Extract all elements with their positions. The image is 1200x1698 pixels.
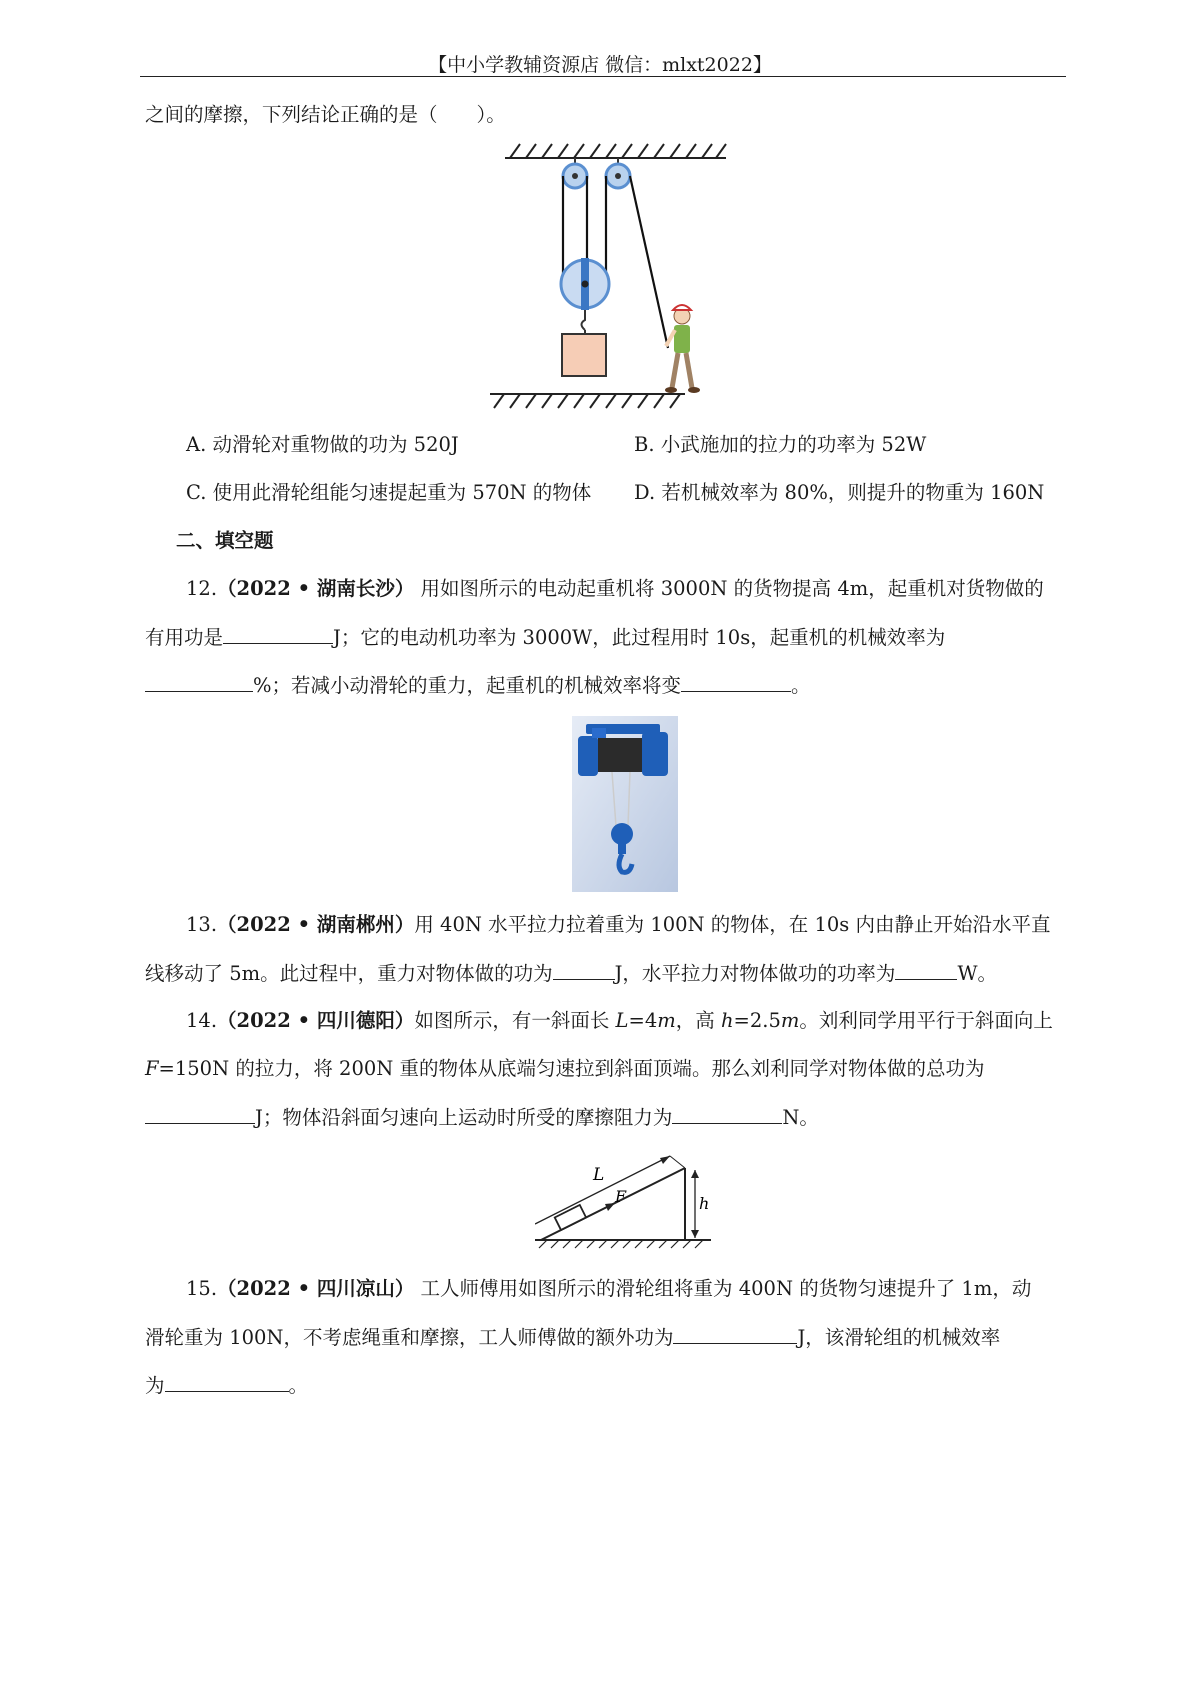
q14-unit-m1: m: [657, 1009, 676, 1032]
q12-number: 12.: [186, 577, 218, 600]
q15-line-1: [186, 1275, 1031, 1303]
q12-blank-3[interactable]: [681, 671, 791, 692]
q15-text-3a: 为: [145, 1374, 165, 1397]
crane-figure: [572, 716, 678, 892]
q12-text-3b: 。: [791, 674, 811, 697]
q14-text-1e: 。刘利同学用平行于斜面向上: [799, 1009, 1053, 1032]
q13-text-2b: J，水平拉力对物体做功的功率为: [614, 962, 896, 985]
incline-label-l: L: [593, 1165, 605, 1185]
q14-text-1c: ，高: [675, 1009, 721, 1032]
q14-text-2: =150N 的拉力，将 200N 重的物体从底端匀速拉到斜面顶端。那么刘利同学对物体做的总功为: [158, 1057, 985, 1080]
q14-source: （2022 • 四川德阳）: [217, 1009, 415, 1032]
q14-number: 14.: [186, 1009, 218, 1032]
weight-box: [562, 334, 606, 376]
q12-line-1: [186, 575, 1044, 603]
q15-blank-1[interactable]: [673, 1323, 797, 1344]
ground-hatch: [490, 394, 685, 408]
q13-text-2c: W。: [957, 962, 997, 985]
q13-source: （2022 • 湖南郴州）: [217, 913, 415, 936]
q12-blank-1[interactable]: [223, 623, 333, 644]
q13-text-1: 用 40N 水平拉力拉着重为 100N 的物体，在 10s 内由静止开始沿水平直: [414, 913, 1051, 936]
q14-var-h: h: [720, 1009, 734, 1032]
q15-text-3b: 。: [288, 1374, 309, 1397]
page-header: 【中小学教辅资源店 微信：mlxt2022】: [428, 54, 772, 76]
pulley-system-figure: [490, 138, 730, 418]
q14-text-1d: =2.5: [733, 1009, 781, 1032]
incline-figure: [535, 1140, 715, 1252]
q14-var-f: F: [145, 1057, 159, 1080]
q12-text-2a: 有用功是: [145, 626, 224, 649]
ceiling-hatch: [505, 144, 726, 158]
q12-line-3: [145, 671, 811, 700]
worker-figure: [665, 305, 700, 393]
q13-blank-2[interactable]: [895, 959, 957, 980]
q11-stem-tail: 之间的摩擦，下列结论正确的是（ ）。: [145, 103, 506, 126]
q13-line-1: [186, 911, 1051, 939]
q15-text-2b: J，该滑轮组的机械效率: [797, 1326, 1001, 1349]
q14-blank-2[interactable]: [672, 1103, 782, 1124]
q13-blank-1[interactable]: [553, 959, 615, 980]
q12-source: （2022 • 湖南长沙）: [217, 577, 415, 600]
q14-line-1: [186, 1007, 1053, 1035]
section-title: 二、填空题: [176, 529, 274, 552]
q14-text-3a: J；物体沿斜面匀速向上运动时所受的摩擦阻力为: [255, 1106, 673, 1129]
q14-text-1a: 如图所示，有一斜面长: [414, 1009, 616, 1032]
header-rule: [140, 76, 1066, 77]
q12-text-3a: %；若减小动滑轮的重力，起重机的机械效率将变: [253, 674, 682, 697]
q15-line-3: [145, 1371, 308, 1400]
q12-blank-2[interactable]: [145, 671, 253, 692]
q13-number: 13.: [186, 913, 218, 936]
q12-line-2: [145, 623, 945, 652]
q11-option-a: A. 动滑轮对重物做的功为 520J: [186, 433, 459, 456]
q14-unit-m2: m: [780, 1009, 800, 1032]
q15-text-2a: 滑轮重为 100N，不考虑绳重和摩擦，工人师傅做的额外功为: [145, 1326, 674, 1349]
q15-text-1: 工人师傅用如图所示的滑轮组将重为 400N 的货物匀速提升了 1m，动: [414, 1277, 1032, 1300]
q12-text-2b: J；它的电动机功率为 3000W，此过程用时 10s，起重机的机械效率为: [333, 626, 946, 649]
q15-blank-2[interactable]: [165, 1371, 289, 1392]
q11-option-d: D. 若机械效率为 80%，则提升的物重为 160N: [634, 481, 1045, 504]
incline-label-f: F: [615, 1187, 627, 1206]
q13-line-2: [145, 959, 997, 988]
q11-option-b: B. 小武施加的拉力的功率为 52W: [634, 433, 927, 456]
q14-line-2: [145, 1055, 985, 1083]
q15-line-2: [145, 1323, 1000, 1352]
q14-line-3: [145, 1103, 819, 1132]
q13-text-2a: 线移动了 5m。此过程中，重力对物体做的功为: [145, 962, 553, 985]
incline-label-h: h: [699, 1194, 710, 1213]
q14-blank-1[interactable]: [145, 1103, 255, 1124]
q15-number: 15.: [186, 1277, 218, 1300]
q11-option-c: C. 使用此滑轮组能匀速提起重为 570N 的物体: [186, 481, 592, 504]
q14-var-l: L: [615, 1009, 629, 1032]
q14-text-3b: N。: [782, 1106, 819, 1129]
q14-text-1b: =4: [628, 1009, 658, 1032]
q15-source: （2022 • 四川凉山）: [217, 1277, 415, 1300]
q12-text-1: 用如图所示的电动起重机将 3000N 的货物提高 4m，起重机对货物做的: [414, 577, 1044, 600]
